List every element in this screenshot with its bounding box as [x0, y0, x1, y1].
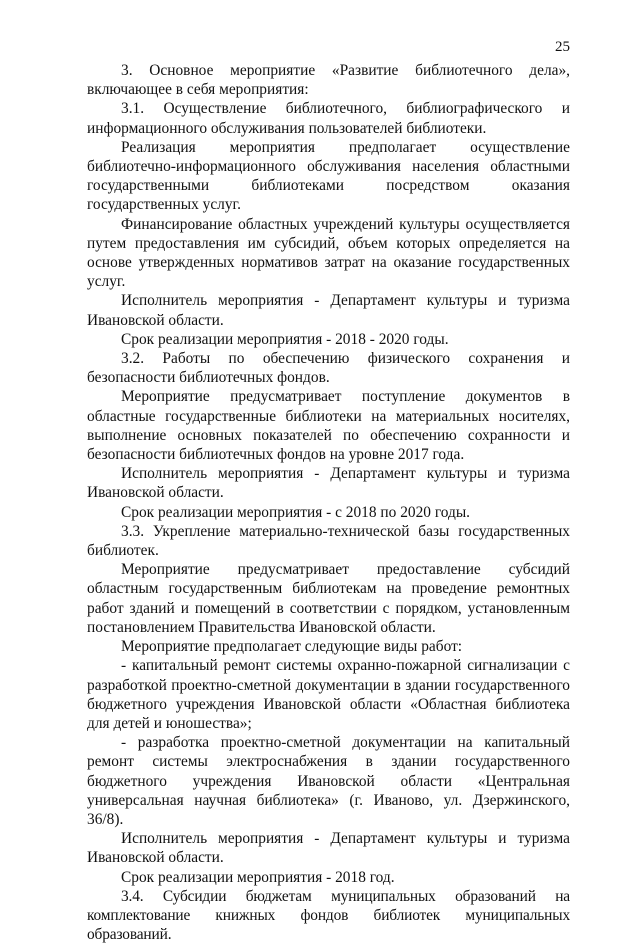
- paragraph-implementation-3-1: Реализация мероприятия предполагает осуществление библиотечно-информационного обслуживания населения областными государственными библиотеками посредством оказания государственных услуг.: [87, 138, 570, 214]
- paragraph-work-types-3-3: Мероприятие предполагает следующие виды работ:: [121, 638, 463, 656]
- paragraph-executor-3-1: Исполнитель мероприятия - Департамент культуры и туризма Ивановской области.: [87, 292, 570, 329]
- paragraph-activity-3-4: 3.4. Субсидии бюджетам муниципальных образований на комплектование книжных фондов библиотек муниципальных образований.: [87, 887, 570, 944]
- paragraph-description-3-2: Мероприятие предусматривает поступление документов в областные государственные библиотеки на материальных носителях, выполнение основных показателей по обеспечению сохранности и безопасности библиотечных фондов на уровне 2017 года.: [87, 388, 570, 464]
- paragraph-main-activity-3: 3. Основное мероприятие «Развитие библиотечного дела», включающее в себя мероприятия:: [87, 62, 570, 99]
- paragraph-executor-3-2: Исполнитель мероприятия - Департамент культуры и туризма Ивановской области.: [87, 465, 570, 502]
- document-body: [87, 61, 570, 944]
- paragraph-work-item-fire-alarm: - капитальный ремонт системы охранно-пожарной сигнализации с разработкой проектно-сметной документации в здании государственного бюджетного учреждения Ивановской области «Областная библиотека для детей и юношества»;: [87, 657, 570, 732]
- paragraph-term-3-3: Срок реализации мероприятия - 2018 год.: [121, 868, 395, 886]
- paragraph-activity-3-2: 3.2. Работы по обеспечению физического сохранения и безопасности библиотечных фондов.: [87, 350, 570, 387]
- page-number: 25: [555, 39, 570, 55]
- paragraph-term-3-2: Срок реализации мероприятия - с 2018 по 2020 годы.: [121, 503, 471, 521]
- paragraph-activity-3-3: 3.3. Укрепление материально-технической базы государственных библиотек.: [87, 522, 570, 560]
- paragraph-financing-3-1: Финансирование областных учреждений культуры осуществляется путем предоставления им субсидий, объем которых определяется на основе утвержденных нормативов затрат на оказание государственных услуг.: [87, 215, 570, 291]
- paragraph-description-3-3: Мероприятие предусматривает предоставление субсидий областным государственным библиотекам на проведение ремонтных работ зданий и помещений в соответствии с порядком, установленным постановлением Правительства Ивановской области.: [87, 561, 570, 636]
- paragraph-work-item-power-supply: - разработка проектно-сметной документации на капитальный ремонт системы электроснабжения в здании государственного бюджетного учреждения Ивановской области «Центральная универсальная научная библиотека» (г. Иваново, ул. Дзержинского, 36/8).: [87, 734, 570, 828]
- paragraph-executor-3-3: Исполнитель мероприятия - Департамент культуры и туризма Ивановской области.: [87, 830, 570, 867]
- paragraph-activity-3-1: 3.1. Осуществление библиотечного, библиографического и информационного обслуживания пользователей библиотеки.: [87, 100, 570, 137]
- paragraph-term-3-1: Срок реализации мероприятия - 2018 - 2020 годы.: [121, 330, 449, 348]
